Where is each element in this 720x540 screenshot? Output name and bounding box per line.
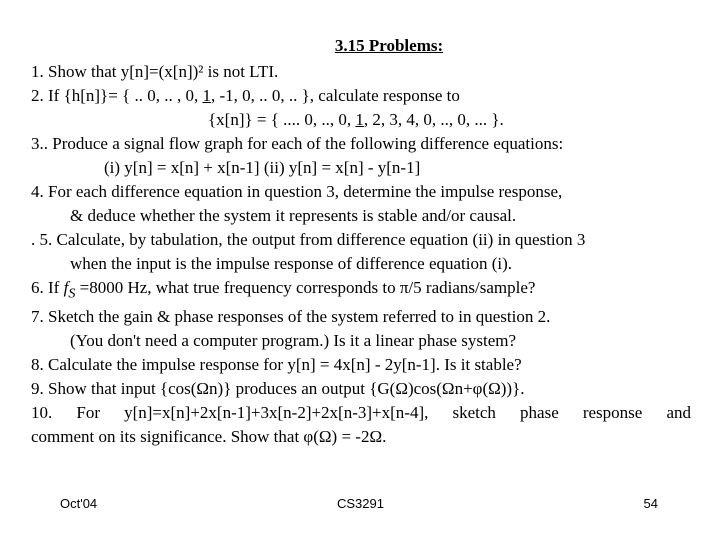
problem-7-continuation: (You don't need a computer program.) Is it a linear phase system? — [70, 331, 517, 351]
problem-8: 8. Calculate the impulse response for y[n] = 4x[n] - 2y[n-1]. Is it stable? — [31, 355, 522, 375]
problem-3: 3.. Produce a signal flow graph for each of the following difference equations: — [31, 134, 564, 153]
problem-1: 1. Show that y[n]=(x[n])² is not LTI. — [31, 62, 279, 81]
problem-7: 7. Sketch the gain & phase responses of the system referred to in question 2. — [31, 307, 551, 327]
problem-2-input-sequence — [31, 108, 691, 132]
problem-6 — [31, 276, 691, 305]
footer-course: CS3291 — [337, 496, 384, 511]
footer-date: Oct'04 — [60, 496, 98, 511]
problem-6-text-end: =8000 Hz, what true frequency corresponds to π/5 radians/sample? — [75, 278, 536, 297]
problem-2-input-underlined-sample: 1 — [355, 110, 364, 129]
footer-page-number: 54 — [643, 496, 658, 511]
problem-3-equations: (i) y[n] = x[n] + x[n-1] (ii) y[n] = x[n] - y[n-1] — [104, 158, 421, 177]
problem-6-s-subscript: S — [68, 285, 76, 302]
problem-2 — [31, 84, 691, 108]
problem-2-input-start: {x[n]} = { .... 0, .., 0, — [208, 110, 356, 129]
problem-10: 10. For y[n]=x[n]+2x[n-1]+3x[n-2]+2x[n-3]+x[n-4], sketch phase response and — [31, 403, 691, 423]
problem-list — [31, 60, 691, 449]
slide-title: 3.15 Problems: — [334, 36, 444, 55]
problem-5-continuation: when the input is the impulse response of difference equation (i). — [70, 254, 513, 273]
problem-2-text-start: 2. If {h[n]}= { .. 0, .. , 0, — [31, 86, 203, 105]
problem-4-continuation: & deduce whether the system it represents is stable and/or causal. — [70, 206, 517, 225]
problem-6-f-symbol: f — [63, 278, 69, 297]
problem-9: 9. Show that input {cos(Ωn)} produces an output {G(Ω)cos(Ωn+φ(Ω))}. — [31, 379, 525, 399]
problem-10-continuation: comment on its significance. Show that φ(Ω) = -2Ω. — [31, 427, 387, 447]
problem-2-underlined-sample: 1 — [202, 86, 211, 105]
problem-5: . 5. Calculate, by tabulation, the output from difference equation (ii) in question 3 — [31, 230, 586, 249]
problem-6-text-start: 6. If — [31, 278, 64, 297]
problem-2-text-end: , -1, 0, .. 0, .. }, calculate response to — [210, 86, 460, 105]
problem-4: 4. For each difference equation in question 3, determine the impulse response, — [31, 182, 563, 201]
problem-2-input-end: , 2, 3, 4, 0, .., 0, ... }. — [363, 110, 504, 129]
